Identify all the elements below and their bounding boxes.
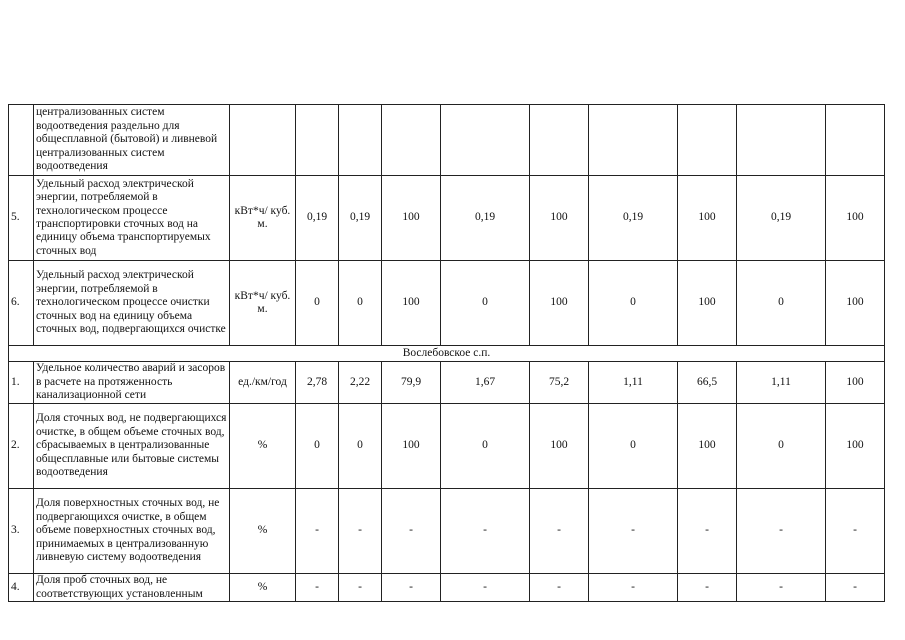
value-cell [678,105,737,176]
value-cell: - [530,489,589,574]
value-cell: 100 [382,176,441,261]
row-number: 4. [9,574,34,602]
unit-cell: ед./км/год [230,362,296,404]
value-cell [737,105,826,176]
value-cell: 2,78 [296,362,339,404]
value-cell: - [737,574,826,602]
value-cell: 2,22 [339,362,382,404]
value-cell: 0 [296,261,339,346]
value-cell [589,105,678,176]
value-cell [339,105,382,176]
indicator-name: Доля поверхностных сточных вод, не подвергающихся очистке, в общем объеме поверхностных сточных вод, принимаемых в централизованную ливневую систему водоотведения [34,489,230,574]
value-cell: - [678,574,737,602]
value-cell: 0 [296,404,339,489]
value-cell: 100 [678,261,737,346]
section-title: Вослебовское с.п. [9,346,885,362]
indicators-table [8,104,885,602]
value-cell: 0 [339,261,382,346]
unit-cell: кВт*ч/ куб. м. [230,176,296,261]
value-cell: - [826,489,885,574]
section-header-row [9,346,885,362]
value-cell: 100 [678,176,737,261]
unit-cell [230,105,296,176]
row-number: 3. [9,489,34,574]
value-cell [826,105,885,176]
indicator-name: Удельное количество аварий и засоров в расчете на протяженность канализационной сети [34,362,230,404]
value-cell: 0 [441,261,530,346]
table-body [9,105,885,602]
value-cell: 66,5 [678,362,737,404]
value-cell: 100 [826,176,885,261]
unit-cell: % [230,574,296,602]
value-cell: - [737,489,826,574]
value-cell: 0 [589,261,678,346]
value-cell [382,105,441,176]
value-cell: 1,11 [589,362,678,404]
table-row [9,362,885,404]
value-cell: 0 [589,404,678,489]
indicator-name: Удельный расход электрической энергии, потребляемой в технологическом процессе очистки сточных вод на единицу объема сточных вод, подвергающихся очистке [34,261,230,346]
value-cell: - [589,574,678,602]
indicator-name: Удельный расход электрической энергии, потребляемой в технологическом процессе транспортировки сточных вод на единицу объема транспортируемых сточных вод [34,176,230,261]
value-cell: - [339,489,382,574]
value-cell: - [441,489,530,574]
value-cell: - [296,489,339,574]
unit-cell: кВт*ч/ куб. м. [230,261,296,346]
indicator-name: централизованных систем водоотведения раздельно для общесплавной (бытовой) и ливневой централизованных систем водоотведения [34,105,230,176]
table-row [9,404,885,489]
value-cell: 0,19 [589,176,678,261]
value-cell: 0,19 [737,176,826,261]
indicator-name: Доля проб сточных вод, не соответствующих установленным [34,574,230,602]
value-cell: 100 [382,261,441,346]
value-cell: - [382,489,441,574]
table-row [9,105,885,176]
row-number: 5. [9,176,34,261]
indicator-name: Доля сточных вод, не подвергающихся очистке, в общем объеме сточных вод, сбрасываемых в централизованные общесплавные или бытовые системы водоотведения [34,404,230,489]
value-cell: 100 [826,362,885,404]
unit-cell: % [230,489,296,574]
value-cell: 0,19 [441,176,530,261]
row-number: 1. [9,362,34,404]
row-number [9,105,34,176]
value-cell: - [678,489,737,574]
value-cell: 0 [339,404,382,489]
row-number: 6. [9,261,34,346]
value-cell: 75,2 [530,362,589,404]
value-cell: 100 [826,261,885,346]
value-cell: 0 [737,404,826,489]
value-cell: 0 [441,404,530,489]
value-cell [530,105,589,176]
value-cell: - [826,574,885,602]
table-row [9,574,885,602]
value-cell: 1,67 [441,362,530,404]
value-cell: 1,11 [737,362,826,404]
row-number: 2. [9,404,34,489]
table-row [9,176,885,261]
value-cell [441,105,530,176]
value-cell: 100 [530,404,589,489]
value-cell: 100 [530,261,589,346]
value-cell: 100 [678,404,737,489]
value-cell: - [530,574,589,602]
value-cell: - [589,489,678,574]
value-cell: - [339,574,382,602]
value-cell: 100 [826,404,885,489]
value-cell: 0,19 [296,176,339,261]
table-row [9,261,885,346]
unit-cell: % [230,404,296,489]
value-cell: - [441,574,530,602]
value-cell [296,105,339,176]
value-cell: 0,19 [339,176,382,261]
value-cell: 0 [737,261,826,346]
value-cell: 79,9 [382,362,441,404]
value-cell: 100 [382,404,441,489]
value-cell: - [296,574,339,602]
value-cell: 100 [530,176,589,261]
value-cell: - [382,574,441,602]
table-row [9,489,885,574]
